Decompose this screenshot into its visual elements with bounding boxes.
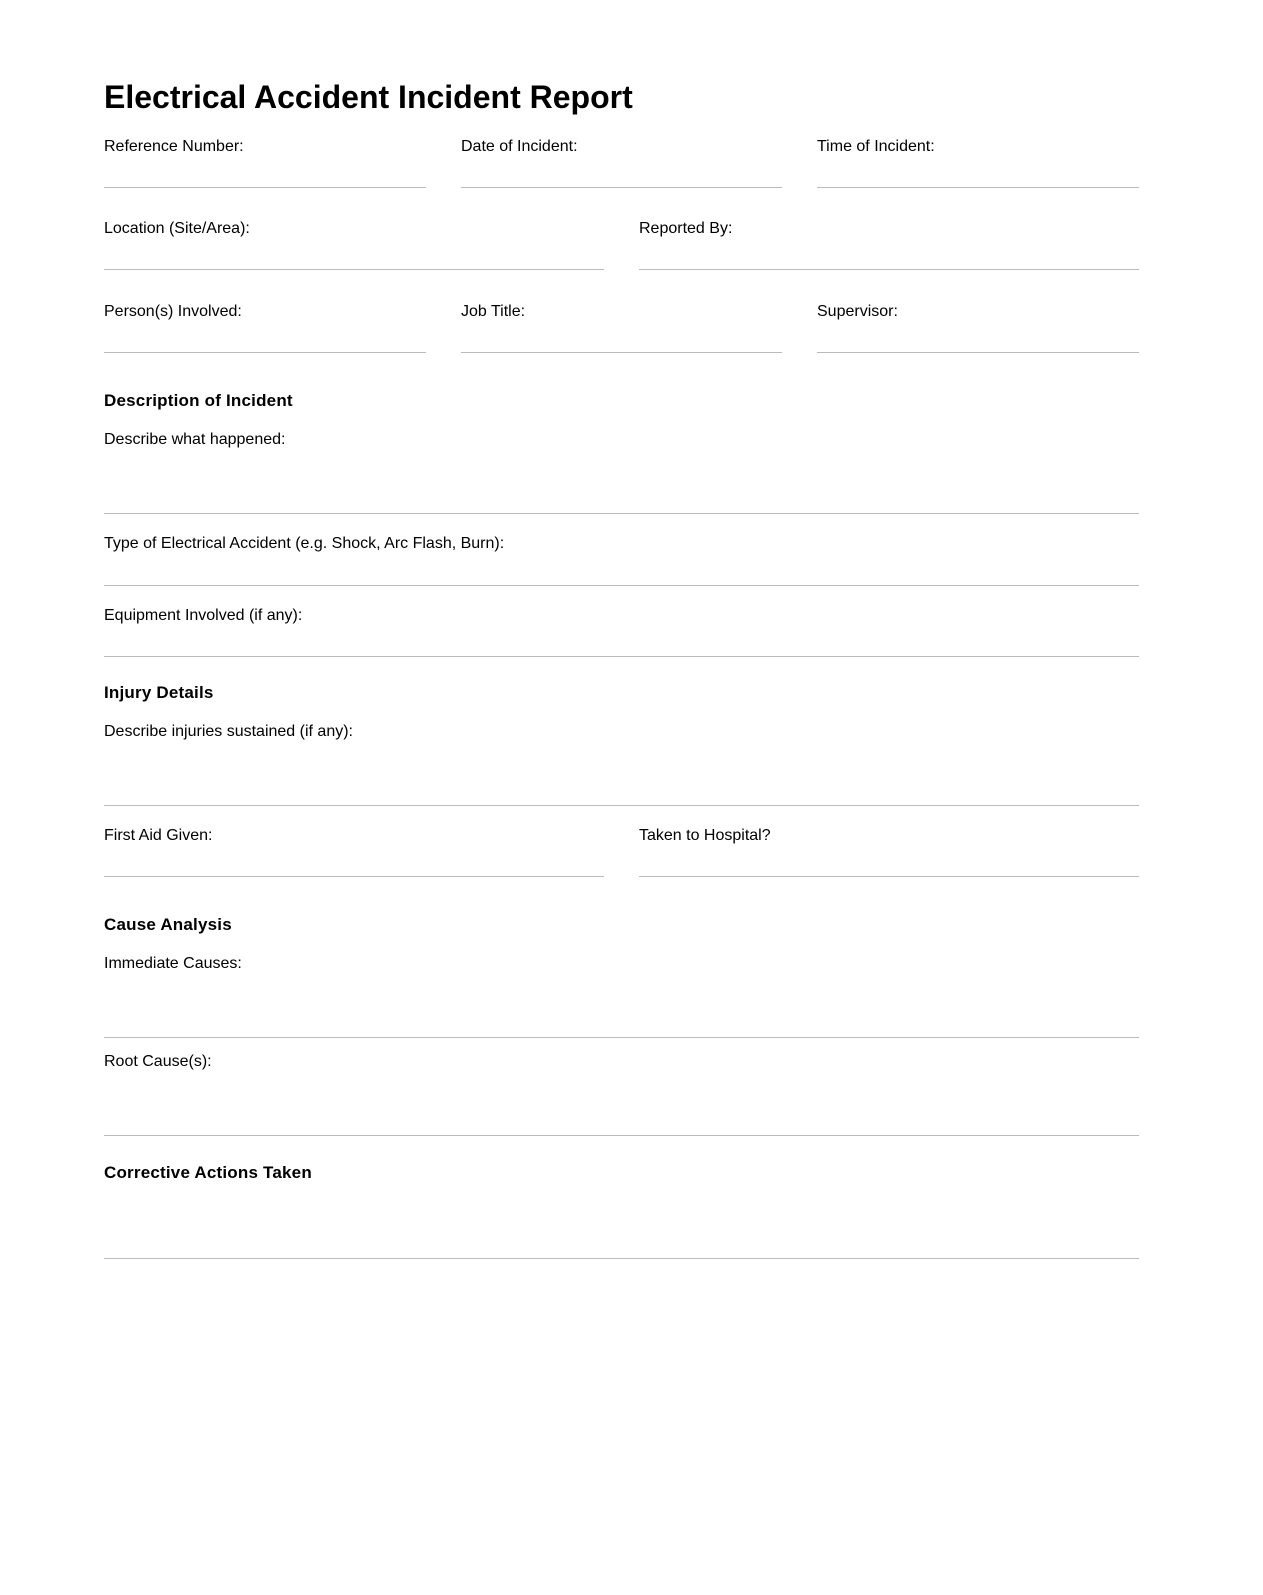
date-of-incident-label: Date of Incident:	[461, 138, 578, 155]
section-heading-description: Description of Incident	[104, 391, 293, 410]
reported-by-label: Reported By:	[639, 220, 733, 237]
reference-number-field	[104, 137, 426, 188]
job-title-label: Job Title:	[461, 303, 526, 320]
describe-what-happened-input[interactable]	[104, 489, 1139, 511]
reported-by-field	[639, 219, 1139, 270]
root-causes-input[interactable]	[104, 1111, 1139, 1133]
equipment-involved-field	[104, 606, 1139, 657]
persons-involved-field	[104, 302, 426, 353]
root-causes-label: Root Cause(s):	[104, 1053, 212, 1070]
accident-type-input[interactable]	[104, 561, 1139, 583]
equipment-involved-input[interactable]	[104, 632, 1139, 654]
root-causes-field	[104, 1052, 1139, 1136]
supervisor-label: Supervisor:	[817, 303, 898, 320]
reference-number-input[interactable]	[104, 163, 426, 185]
date-of-incident-field	[461, 137, 782, 188]
taken-to-hospital-input[interactable]	[639, 852, 1139, 874]
location-input[interactable]	[104, 245, 604, 267]
time-of-incident-field	[817, 137, 1139, 188]
job-title-field	[461, 302, 782, 353]
taken-to-hospital-label: Taken to Hospital?	[639, 827, 771, 844]
supervisor-field	[817, 302, 1139, 353]
first-aid-input[interactable]	[104, 852, 604, 874]
section-heading-cause: Cause Analysis	[104, 915, 232, 934]
corrective-actions-input[interactable]	[104, 1234, 1139, 1256]
location-field	[104, 219, 604, 270]
section-heading-corrective: Corrective Actions Taken	[104, 1163, 312, 1182]
page-title: Electrical Accident Incident Report	[104, 79, 633, 115]
taken-to-hospital-field	[639, 826, 1139, 877]
persons-involved-input[interactable]	[104, 328, 426, 350]
time-of-incident-label: Time of Incident:	[817, 138, 935, 155]
persons-involved-label: Person(s) Involved:	[104, 303, 242, 320]
corrective-actions-field	[104, 1162, 1139, 1259]
date-of-incident-input[interactable]	[461, 163, 782, 185]
describe-what-happened-label: Describe what happened:	[104, 431, 286, 448]
reported-by-input[interactable]	[639, 245, 1139, 267]
describe-what-happened-field	[104, 430, 1139, 514]
accident-type-label: Type of Electrical Accident (e.g. Shock, Arc Flash, Burn):	[104, 535, 505, 552]
injuries-sustained-field	[104, 722, 1139, 806]
injuries-sustained-input[interactable]	[104, 781, 1139, 803]
supervisor-input[interactable]	[817, 328, 1139, 350]
immediate-causes-field	[104, 954, 1139, 1038]
immediate-causes-label: Immediate Causes:	[104, 955, 242, 972]
injuries-sustained-label: Describe injuries sustained (if any):	[104, 723, 353, 740]
immediate-causes-input[interactable]	[104, 1013, 1139, 1035]
first-aid-label: First Aid Given:	[104, 827, 213, 844]
accident-type-field	[104, 534, 1139, 586]
first-aid-field	[104, 826, 604, 877]
location-label: Location (Site/Area):	[104, 220, 250, 237]
section-heading-injury: Injury Details	[104, 683, 214, 702]
time-of-incident-input[interactable]	[817, 163, 1139, 185]
job-title-input[interactable]	[461, 328, 782, 350]
reference-number-label: Reference Number:	[104, 138, 244, 155]
equipment-involved-label: Equipment Involved (if any):	[104, 607, 303, 624]
